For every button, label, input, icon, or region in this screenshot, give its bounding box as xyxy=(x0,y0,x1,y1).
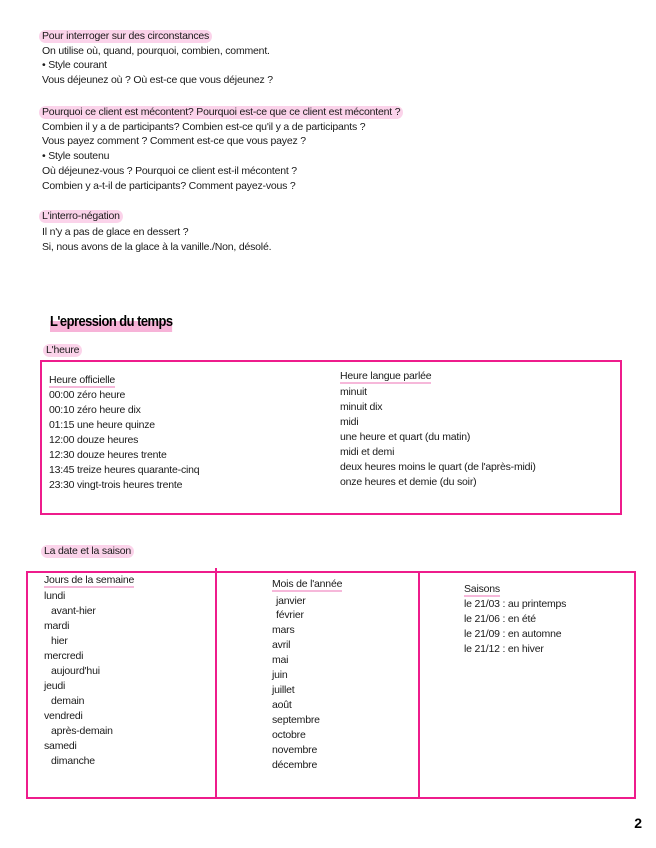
mois-item: juillet xyxy=(272,684,295,696)
heure-officielle-item: 01:15 une heure quinze xyxy=(49,419,155,431)
date-divider xyxy=(215,568,217,799)
mois-item: mai xyxy=(272,654,289,666)
jours-item: hier xyxy=(51,635,68,647)
heure-parlee-item: onze heures et demie (du soir) xyxy=(340,476,477,488)
page-number: 2 xyxy=(634,815,642,831)
block1-line: • Style courant xyxy=(42,59,107,71)
jours-item: avant-hier xyxy=(51,605,96,617)
heure-parlee-item: midi xyxy=(340,416,359,428)
mois-item: avril xyxy=(272,639,291,651)
mois-item: septembre xyxy=(272,714,320,726)
block1-line: On utilise où, quand, pourquoi, combien, comment. xyxy=(42,45,270,57)
heure-label: L'heure xyxy=(43,344,82,357)
section-title: L'epression du temps xyxy=(50,313,173,330)
block2-line: Où déjeunez-vous ? Pourquoi ce client est-il mécontent ? xyxy=(42,165,297,177)
block3-line: Il n'y a pas de glace en dessert ? xyxy=(42,226,189,238)
heure-parlee-item: minuit xyxy=(340,386,367,398)
heure-officielle-item: 00:00 zéro heure xyxy=(49,389,126,401)
jours-item: après-demain xyxy=(51,725,113,737)
jours-item: samedi xyxy=(44,740,77,752)
heure-officielle-heading: Heure officielle xyxy=(49,374,116,386)
heure-officielle-item: 13:45 treize heures quarante-cinq xyxy=(49,464,200,476)
jours-item: demain xyxy=(51,695,85,707)
heure-parlee-heading: Heure langue parlée xyxy=(340,370,432,382)
heure-parlee-item: midi et demi xyxy=(340,446,395,458)
mois-item: juin xyxy=(272,669,288,681)
mois-item: décembre xyxy=(272,759,318,771)
circonstances-heading: Pour interroger sur des circonstances xyxy=(39,30,212,43)
block3-line: Si, nous avons de la glace à la vanille./Non, désolé. xyxy=(42,241,272,253)
mois-item: octobre xyxy=(272,729,306,741)
mois-item: août xyxy=(272,699,292,711)
pourquoi-heading: Pourquoi ce client est mécontent? Pourquoi est-ce que ce client est mécontent ? xyxy=(39,106,403,119)
heure-officielle-item: 23:30 vingt-trois heures trente xyxy=(49,479,183,491)
saisons-item: le 21/09 : en automne xyxy=(464,628,562,640)
jours-item: jeudi xyxy=(44,680,66,692)
block2-line: Combien y a-t-il de participants? Comment payez-vous ? xyxy=(42,180,296,192)
date-divider xyxy=(418,571,420,799)
jours-item: aujourd'hui xyxy=(51,665,100,677)
mois-heading: Mois de l'année xyxy=(272,578,343,590)
jours-item: lundi xyxy=(44,590,66,602)
jours-item: dimanche xyxy=(51,755,95,767)
date-saison-label: La date et la saison xyxy=(41,545,134,558)
interro-negation-heading: L'interro-négation xyxy=(39,210,123,223)
saisons-item: le 21/06 : en été xyxy=(464,613,536,625)
mois-item: janvier xyxy=(276,595,306,607)
block2-line: Combien il y a de participants? Combien est-ce qu'il y a de participants ? xyxy=(42,121,366,133)
saisons-item: le 21/12 : en hiver xyxy=(464,643,544,655)
saisons-item: le 21/03 : au printemps xyxy=(464,598,567,610)
heure-officielle-item: 00:10 zéro heure dix xyxy=(49,404,141,416)
heure-officielle-item: 12:00 douze heures xyxy=(49,434,139,446)
heure-parlee-item: minuit dix xyxy=(340,401,383,413)
heure-parlee-item: deux heures moins le quart (de l'après-midi) xyxy=(340,461,536,473)
mois-item: mars xyxy=(272,624,295,636)
saisons-heading: Saisons xyxy=(464,583,500,595)
jours-item: mercredi xyxy=(44,650,84,662)
jours-heading: Jours de la semaine xyxy=(44,574,135,586)
block1-line: Vous déjeunez où ? Où est-ce que vous déjeunez ? xyxy=(42,74,273,86)
block2-line: Vous payez comment ? Comment est-ce que vous payez ? xyxy=(42,135,306,147)
block2-line: • Style soutenu xyxy=(42,150,110,162)
mois-item: février xyxy=(276,609,304,621)
heure-officielle-item: 12:30 douze heures trente xyxy=(49,449,167,461)
jours-item: vendredi xyxy=(44,710,83,722)
mois-item: novembre xyxy=(272,744,318,756)
heure-parlee-item: une heure et quart (du matin) xyxy=(340,431,471,443)
jours-item: mardi xyxy=(44,620,70,632)
